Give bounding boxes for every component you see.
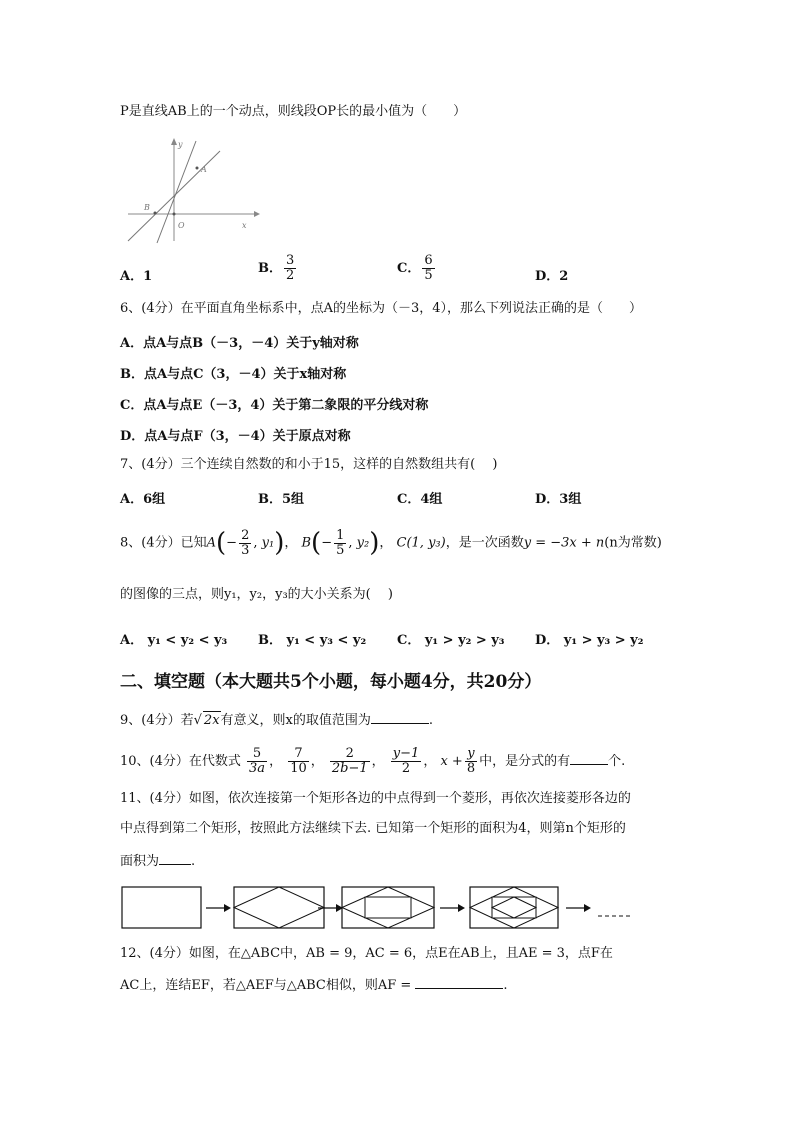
x-axis-arrow: [254, 211, 260, 217]
q7-option-c[interactable]: C．4组: [397, 492, 443, 507]
q5-option-c[interactable]: [397, 254, 437, 283]
section2-title: 二、填空题（本大题共5个小题，每小题4分，共20分）: [120, 672, 542, 692]
q10-stem: 10、(4分）在代数式 $\frac{5}{3a}$ ， $\frac{7}{10}$ ， $\frac{2}{2b-1}$ ， $\frac{y-1}{2}$ ， x + $\frac{y}{8}$ 中，是分式的有 个.: [120, 746, 626, 776]
arrow-3-head: [458, 904, 465, 912]
q5-option-a[interactable]: A．1: [120, 269, 153, 284]
q10-fraction-2: $\frac{7}{10}$: [290, 746, 307, 776]
q12-line2: AC上，连结EF，若△AEF与△ABC相似，则AF = .: [120, 978, 508, 993]
q8-option-c[interactable]: C． y₁ > y₂ > y₃: [397, 633, 505, 648]
figure-4-inner-rectangle: [492, 897, 536, 918]
q5-option-c-letter: C．: [397, 261, 421, 276]
q6-option-b[interactable]: B．点A与点C（3，－4）关于x轴对称: [120, 367, 347, 382]
label-y: y: [178, 140, 183, 149]
figure-3-rhombus: [342, 887, 434, 928]
q8-stem-line1: 8、(4分）已知A(− $\frac{2}{3}$ , y₁)， B(− $\frac{1}{5}$ , y₂)， C(1, y₃)，是一次函数y = −3x + n(n为常数): [120, 527, 662, 558]
q10-fraction-3: $\frac{2}{2b-1}$: [331, 746, 368, 776]
figure-1-rectangle: [122, 887, 201, 928]
q11-rectangle-sequence-figure: [118, 884, 638, 936]
q6-option-d[interactable]: D．点A与点F（3，－4）关于原点对称: [120, 429, 351, 444]
figure-4-rectangle: [470, 887, 558, 928]
point-a: [196, 167, 199, 170]
label-b: B: [144, 203, 150, 212]
label-o: O: [178, 221, 185, 230]
q8-point-c: C(1, y₃): [396, 535, 446, 551]
q7-option-b[interactable]: B．5组: [258, 492, 305, 507]
q8-fraction-a: $\frac{2}{3}$: [241, 527, 250, 558]
q8-option-d[interactable]: D． y₁ > y₃ > y₂: [535, 633, 644, 648]
q8-option-a[interactable]: A． y₁ < y₂ < y₃: [120, 633, 228, 648]
figure-4-inner-rhombus: [492, 897, 536, 918]
q5-option-b[interactable]: [258, 254, 298, 283]
figure-3-rectangle: [342, 887, 434, 928]
q5-coordinate-figure: [124, 133, 264, 245]
line-op: [157, 141, 196, 243]
q8-fraction-b: $\frac{1}{5}$: [336, 527, 345, 558]
q8-point-a-letter: A: [206, 535, 217, 551]
q12-line1: 12、(4分）如图，在△ABC中，AB = 9，AC = 6，点E在AB上，且AE = 3，点F在: [120, 946, 613, 961]
q5-option-b-fraction: $\frac{3}{2}$: [286, 253, 295, 283]
q9-answer-blank[interactable]: [371, 711, 429, 724]
q7-stem: 7、(4分）三个连续自然数的和小于15，这样的自然数组共有( ): [120, 457, 498, 472]
label-x: x: [242, 221, 247, 230]
q7-option-a[interactable]: A．6组: [120, 492, 166, 507]
q10-answer-blank[interactable]: [570, 752, 608, 765]
q5-stem: P是直线AB上的一个动点，则线段OP长的最小值为（ ）: [120, 104, 467, 119]
point-o: [173, 213, 176, 216]
q6-stem: 6、(4分）在平面直角坐标系中，点A的坐标为（－3，4），那么下列说法正确的是（ ）: [120, 301, 643, 316]
q5-option-b-letter: B．: [258, 261, 282, 276]
figure-4-rhombus: [470, 887, 558, 928]
q8-point-b-letter: B: [301, 535, 312, 551]
q6-option-c[interactable]: C．点A与点E（－3，4）关于第二象限的平分线对称: [120, 398, 429, 413]
q5-option-d[interactable]: D．2: [535, 269, 569, 284]
figure-2-rhombus: [234, 887, 324, 928]
point-b: [154, 212, 157, 215]
q11-line1: 11、(4分）如图，依次连接第一个矩形各边的中点得到一个菱形，再依次连接菱形各边的: [120, 791, 631, 806]
q10-fraction-1: $\frac{5}{3a}$: [249, 746, 266, 776]
q7-option-d[interactable]: D．3组: [535, 492, 582, 507]
q12-answer-blank[interactable]: [415, 976, 503, 989]
figure-3-inner-rectangle: [365, 897, 411, 918]
q8-function: y = −3x + n: [523, 535, 605, 551]
figure-2-rectangle: [234, 887, 324, 928]
q5-option-c-fraction: $\frac{6}{5}$: [424, 253, 433, 283]
q8-option-b[interactable]: B． y₁ < y₃ < y₂: [258, 633, 367, 648]
q11-line3: 面积为 .: [120, 854, 196, 869]
label-a: A: [201, 165, 207, 174]
y-axis-arrow: [171, 138, 177, 145]
q9-radical: √ 2x: [193, 713, 220, 728]
arrow-4-head: [584, 904, 591, 912]
q6-option-a[interactable]: A．点A与点B（－3，－4）关于y轴对称: [120, 336, 359, 351]
q10-fraction-5: $\frac{y}{8}$: [466, 746, 476, 776]
arrow-1-head: [224, 904, 231, 912]
q9-stem: 9、(4分）若√ 2x有意义，则x的取值范围为 .: [120, 713, 434, 728]
q8-stem-line2: 的图像的三点，则y₁，y₂，y₃的大小关系为( ): [120, 587, 393, 602]
q11-line2: 中点得到第二个矩形，按照此方法继续下去. 已知第一个矩形的面积为4，则第n个矩形的: [120, 821, 626, 836]
q11-answer-blank[interactable]: [159, 852, 191, 865]
q10-fraction-4: $\frac{y-1}{2}$: [392, 746, 420, 776]
